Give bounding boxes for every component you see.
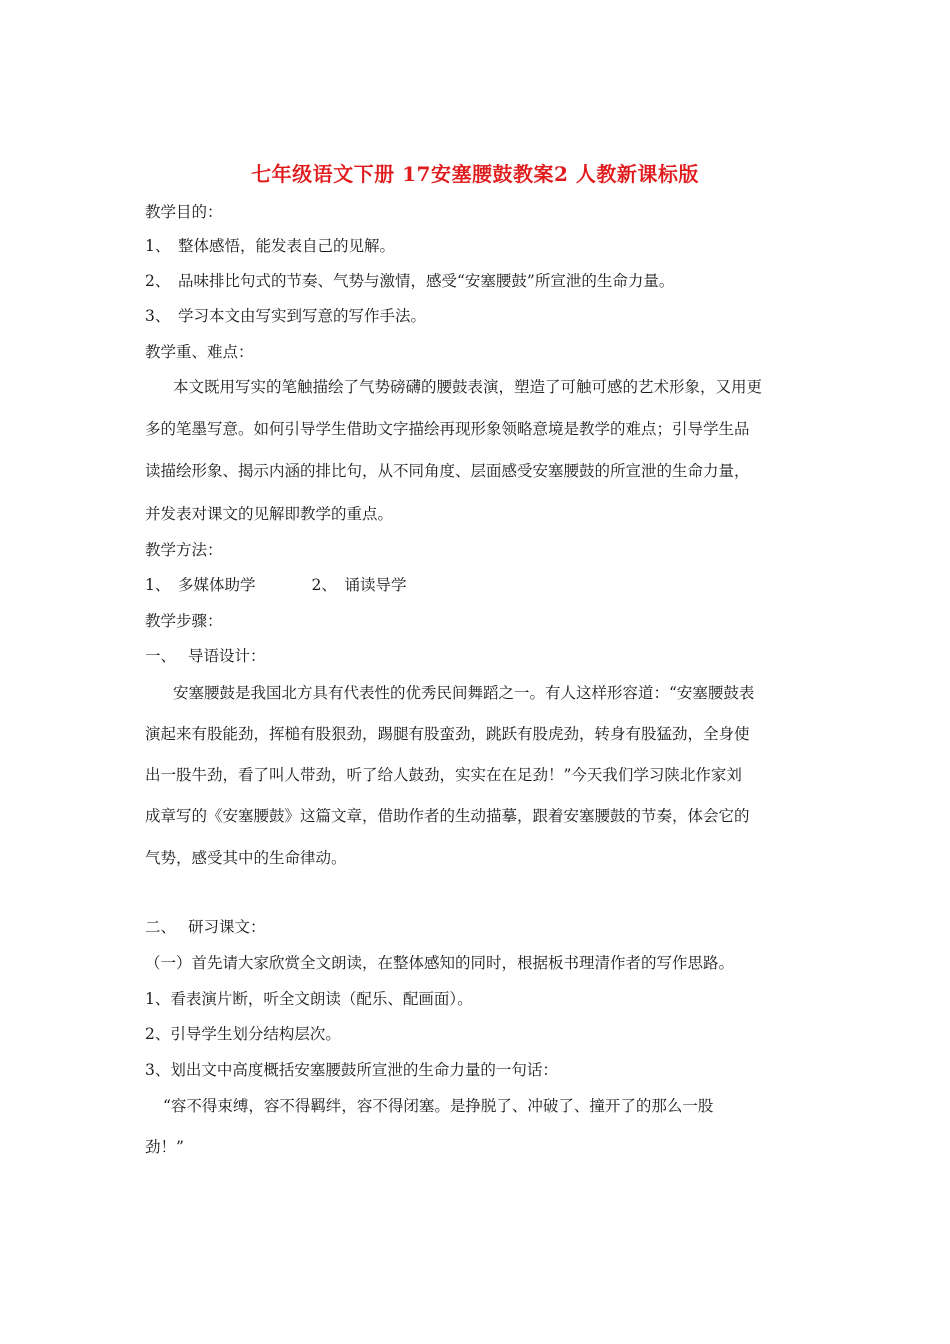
item-number: 3、 xyxy=(145,307,171,325)
paragraph-line: 气势，感受其中的生命律动。 xyxy=(145,849,347,867)
item-number: 2、 xyxy=(311,576,337,594)
paragraph-line: 安塞腰鼓是我国北方具有代表性的优秀民间舞蹈之一。有人这样形容道：“安塞腰鼓表 xyxy=(173,684,755,702)
paragraph-line: 成章写的《安塞腰鼓》这篇文章，借助作者的生动描摹，跟着安塞腰鼓的节奏，体会它的 xyxy=(145,807,750,825)
item-text: 品味排比句式的节奏、气势与激情，感受“安塞腰鼓”所宣泄的生命力量。 xyxy=(178,272,675,290)
quote-line: 劲！” xyxy=(145,1138,184,1156)
step-text: 导语设计： xyxy=(188,647,266,665)
objective-item xyxy=(145,236,810,256)
paragraph-line: 本文既用写实的笔触描绘了气势磅礴的腰鼓表演，塑造了可触可感的艺术形象，又用更 xyxy=(173,378,763,396)
item-text: 整体感悟，能发表自己的见解。 xyxy=(178,237,396,255)
steps-heading: 教学步骤： xyxy=(145,612,223,630)
step-number: 一、 xyxy=(145,647,177,665)
item-text: 诵读导学 xyxy=(344,576,407,594)
objective-item xyxy=(145,271,810,291)
paragraph-line: 3、划出文中高度概括安塞腰鼓所宣泄的生命力量的一句话： xyxy=(145,1061,558,1079)
paragraph-line: 演起来有股能劲，挥槌有股狠劲，踢腿有股蛮劲，跳跃有股虎劲，转身有股猛劲，全身使 xyxy=(145,725,750,743)
paragraph-line: 读描绘形象、揭示内涵的排比句，从不同角度、层面感受安塞腰鼓的所宣泄的生命力量， xyxy=(145,462,750,480)
paragraph-line: 出一股牛劲，看了叫人带劲，听了给人鼓劲，实实在在足劲！”今天我们学习陕北作家刘 xyxy=(145,766,742,784)
item-text: 学习本文由写实到写意的写作手法。 xyxy=(178,307,427,325)
quote-line: “容不得束缚，容不得羁绊，容不得闭塞。是挣脱了、冲破了、撞开了的那么一股 xyxy=(163,1097,714,1115)
objectives-heading: 教学目的： xyxy=(145,203,223,221)
item-number: 1、 xyxy=(145,237,171,255)
step-number: 二、 xyxy=(145,918,177,936)
key-points-heading: 教学重、难点： xyxy=(145,343,254,361)
item-text: 多媒体助学 xyxy=(178,576,256,594)
objective-item xyxy=(145,306,810,326)
methods-heading: 教学方法： xyxy=(145,541,223,559)
paragraph-line: （一）首先请大家欣赏全文朗读，在整体感知的同时，根据板书理清作者的写作思路。 xyxy=(145,954,735,972)
paragraph-line: 多的笔墨写意。如何引导学生借助文字描绘再现形象领略意境是教学的难点；引导学生品 xyxy=(145,420,750,438)
step-heading xyxy=(145,917,810,937)
document-title: 七年级语文下册 17安塞腰鼓教案2 人教新课标版 xyxy=(251,162,699,186)
item-number: 2、 xyxy=(145,272,171,290)
methods-list xyxy=(145,575,810,595)
paragraph-line: 1、看表演片断，听全文朗读（配乐、配画面）。 xyxy=(145,990,473,1008)
paragraph-line: 并发表对课文的见解即教学的重点。 xyxy=(145,505,394,523)
item-number: 1、 xyxy=(145,576,171,594)
paragraph-line: 2、引导学生划分结构层次。 xyxy=(145,1025,341,1043)
step-text: 研习课文： xyxy=(188,918,266,936)
step-heading xyxy=(145,646,810,666)
